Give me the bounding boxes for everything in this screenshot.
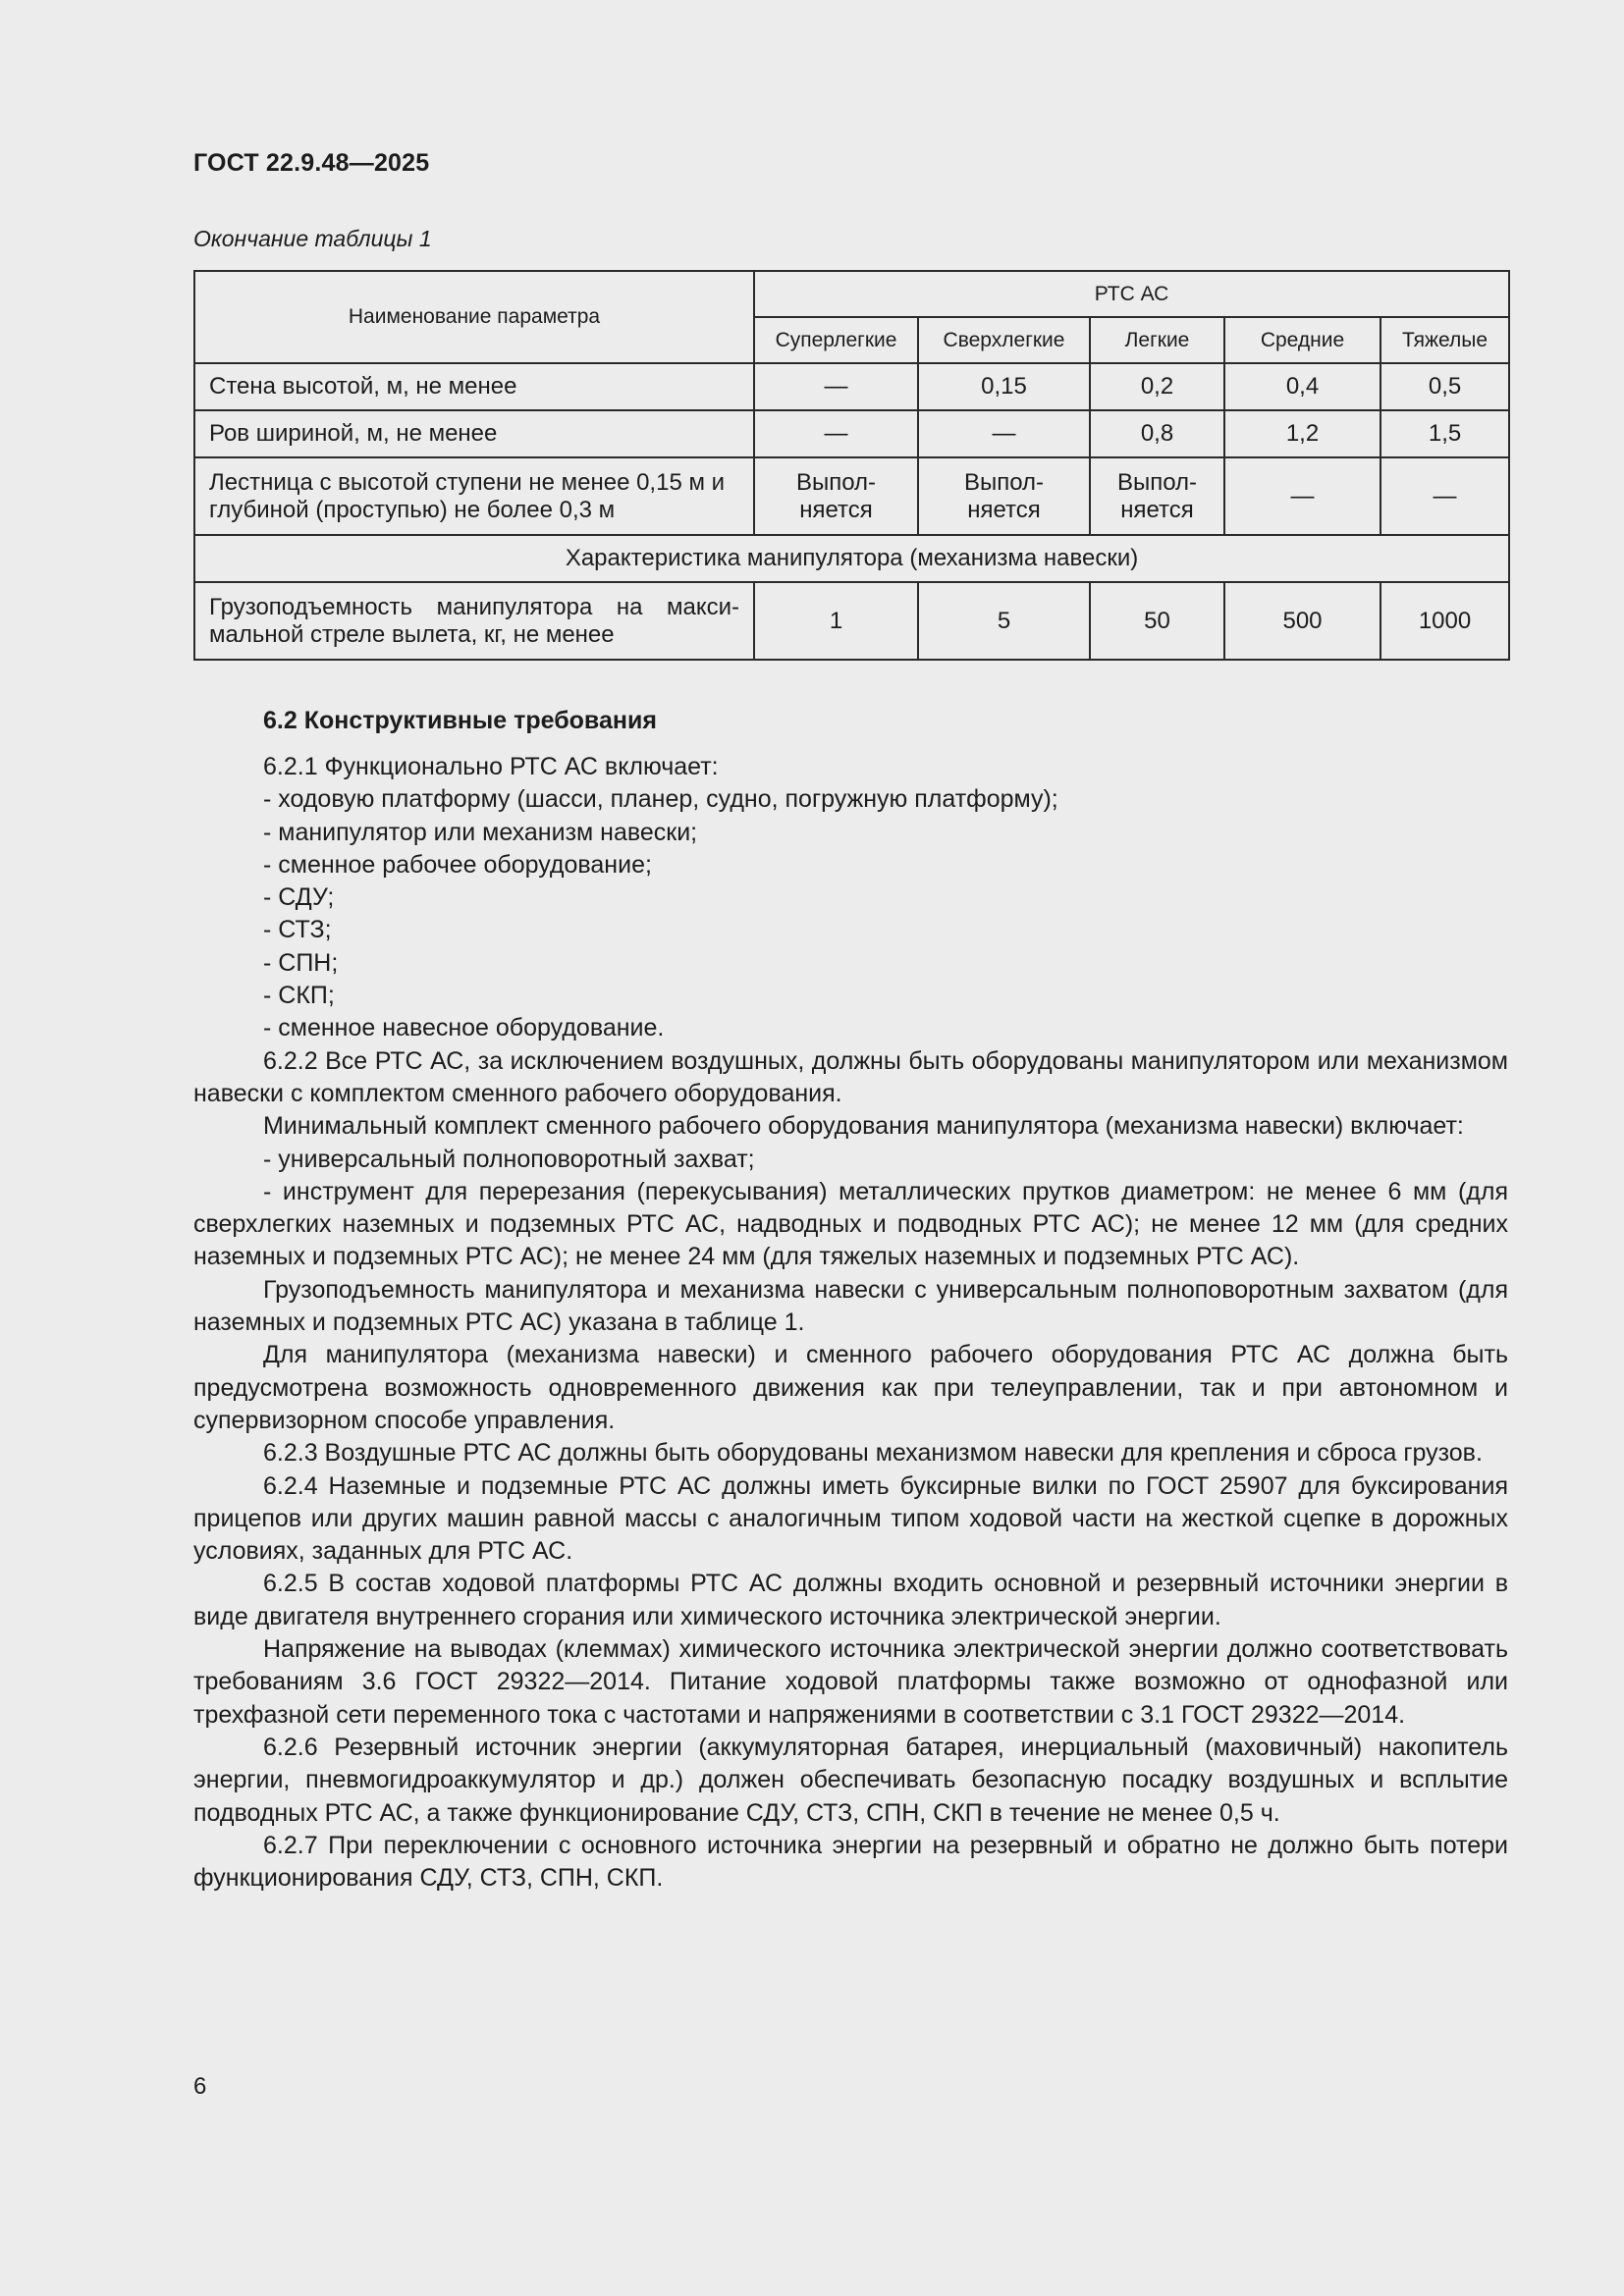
paragraph: Грузоподъемность манипулятора и механизма навески с универсальным полноповоротным захватом (для наземных и подземных РТС АС) указана в таблице 1. bbox=[193, 1275, 1508, 1337]
table-caption: Окончание таблицы 1 bbox=[193, 226, 432, 251]
row-value: — bbox=[754, 410, 918, 457]
row-param: Стена высотой, м, не менее bbox=[194, 363, 754, 410]
table-row bbox=[194, 457, 1509, 535]
section-body bbox=[193, 751, 1508, 1895]
row-param-line: Лестница с высотой ступени не менее 0,15 м и bbox=[209, 468, 726, 496]
row-value bbox=[918, 457, 1090, 535]
row-param-line: глубиной (проступью) не более 0,3 м bbox=[209, 496, 616, 523]
page-number: 6 bbox=[193, 2073, 207, 2100]
row-value: 1000 bbox=[1380, 582, 1509, 660]
value-line: Выпол- bbox=[963, 468, 1045, 496]
table-row bbox=[194, 582, 1509, 660]
paragraph: Для манипулятора (механизма навески) и сменного рабочего оборудования РТС АС должна быть предусмотрена возможность одновременного движения как при телеуправлении, так и при автономном и супервизорном способе управления. bbox=[193, 1341, 1508, 1434]
paragraph: 6.2.6 Резервный источник энергии (аккумуляторная батарея, инерциальный (маховичный) накопитель энергии, пневмогидроаккумулятор и др.) должен обеспечивать безопасную посадку воздушных и всплытие подводных РТС АС, а также функционирование СДУ, СТЗ, СПН, СКП в течение не менее 0,5 ч. bbox=[193, 1733, 1508, 1827]
row-value: 50 bbox=[1090, 582, 1224, 660]
list-item: - СДУ; bbox=[263, 883, 335, 912]
row-value: 5 bbox=[918, 582, 1090, 660]
paragraph: Напряжение на выводах (клеммах) химического источника электрической энергии должно соответствовать требованиям 3.6 ГОСТ 29322—2014. Питание ходовой платформы также возможно от однофазной или трехфазной сети переменного тока с частотами и напряжениями в соответствии с 3.1 ГОСТ 29322—2014. bbox=[193, 1635, 1508, 1729]
group-header: РТС АС bbox=[754, 271, 1509, 317]
row-param bbox=[194, 582, 754, 660]
row-param-line: мальной стреле вылета, кг, не менее bbox=[209, 620, 615, 648]
column-header: Легкие bbox=[1090, 317, 1224, 363]
table-header-row bbox=[194, 271, 1509, 317]
row-value: — bbox=[1224, 457, 1380, 535]
list-item: - универсальный полноповоротный захват; bbox=[263, 1145, 755, 1173]
list-item: - СПН; bbox=[263, 948, 339, 977]
param-header: Наименование параметра bbox=[194, 271, 754, 363]
row-value: 0,8 bbox=[1090, 410, 1224, 457]
row-value: 0,2 bbox=[1090, 363, 1224, 410]
column-header: Средние bbox=[1224, 317, 1380, 363]
row-value: — bbox=[918, 410, 1090, 457]
row-value: 1 bbox=[754, 582, 918, 660]
value-line: няется bbox=[799, 496, 873, 523]
list-item: - СТЗ; bbox=[263, 916, 332, 944]
list-item: - манипулятор или механизм навески; bbox=[263, 818, 698, 846]
table-section-row bbox=[194, 535, 1509, 582]
row-value: 500 bbox=[1224, 582, 1380, 660]
paragraph: Минимальный комплект сменного рабочего оборудования манипулятора (механизма навески) включает: bbox=[263, 1112, 1464, 1141]
list-item: - инструмент для перерезания (перекусывания) металлических прутков диаметром: не менее 6 мм (для сверхлегких наземных и подземных РТС АС, надводных и подводных РТС АС); не менее 12 мм (для средних наземных и подземных РТС АС); не менее 24 мм (для тяжелых наземных и подземных РТС АС). bbox=[193, 1177, 1508, 1271]
row-param-line: Грузоподъемность манипулятора на макси- bbox=[209, 593, 739, 620]
list-item: - сменное навесное оборудование. bbox=[263, 1014, 665, 1042]
paragraph: 6.2.7 При переключении с основного источника энергии на резервный и обратно не должно быть потери функционирования СДУ, СТЗ, СПН, СКП. bbox=[193, 1831, 1508, 1893]
row-value: 1,2 bbox=[1224, 410, 1380, 457]
row-param bbox=[194, 457, 754, 535]
value-line: няется bbox=[1120, 496, 1194, 523]
paragraph: 6.2.2 Все РТС АС, за исключением воздушных, должны быть оборудованы манипулятором или механизмом навески с комплектом сменного рабочего оборудования. bbox=[193, 1046, 1508, 1107]
document-header: ГОСТ 22.9.48—2025 bbox=[193, 149, 430, 177]
column-header: Сверхлегкие bbox=[918, 317, 1090, 363]
paragraph: 6.2.5 В состав ходовой платформы РТС АС должны входить основной и резервный источники энергии в виде двигателя внутреннего сгорания или химического источника электрической энергии. bbox=[193, 1570, 1508, 1630]
column-header: Суперлегкие bbox=[754, 317, 918, 363]
row-value bbox=[754, 457, 918, 535]
row-value bbox=[1090, 457, 1224, 535]
value-line: няется bbox=[967, 496, 1041, 523]
table-row bbox=[194, 410, 1509, 457]
list-item: - ходовую платформу (шасси, планер, судно, погружную платформу); bbox=[263, 785, 1058, 814]
paragraph: 6.2.4 Наземные и подземные РТС АС должны иметь буксирные вилки по ГОСТ 25907 для буксирования прицепов или других машин равной массы с аналогичным типом ходовой части на жесткой сцепке в дорожных условиях, заданных для РТС АС. bbox=[193, 1471, 1508, 1566]
section-heading: Характеристика манипулятора (механизма навески) bbox=[194, 535, 1509, 582]
value-line: Выпол- bbox=[795, 468, 877, 496]
row-param: Ров шириной, м, не менее bbox=[194, 410, 754, 457]
row-value: 0,15 bbox=[918, 363, 1090, 410]
paragraph: 6.2.1 Функционально РТС АС включает: bbox=[263, 753, 719, 780]
list-item: - сменное рабочее оборудование; bbox=[263, 850, 652, 879]
row-value: — bbox=[1380, 457, 1509, 535]
row-value: 1,5 bbox=[1380, 410, 1509, 457]
table-1 bbox=[193, 270, 1510, 661]
table-row bbox=[194, 363, 1509, 410]
value-line: Выпол- bbox=[1116, 468, 1198, 496]
list-item: - СКП; bbox=[263, 982, 335, 1010]
section-title: 6.2 Конструктивные требования bbox=[263, 707, 657, 734]
paragraph: 6.2.3 Воздушные РТС АС должны быть оборудованы механизмом навески для крепления и сброса грузов. bbox=[263, 1439, 1483, 1468]
column-header: Тяжелые bbox=[1380, 317, 1509, 363]
row-value: 0,4 bbox=[1224, 363, 1380, 410]
row-value: — bbox=[754, 363, 918, 410]
row-value: 0,5 bbox=[1380, 363, 1509, 410]
